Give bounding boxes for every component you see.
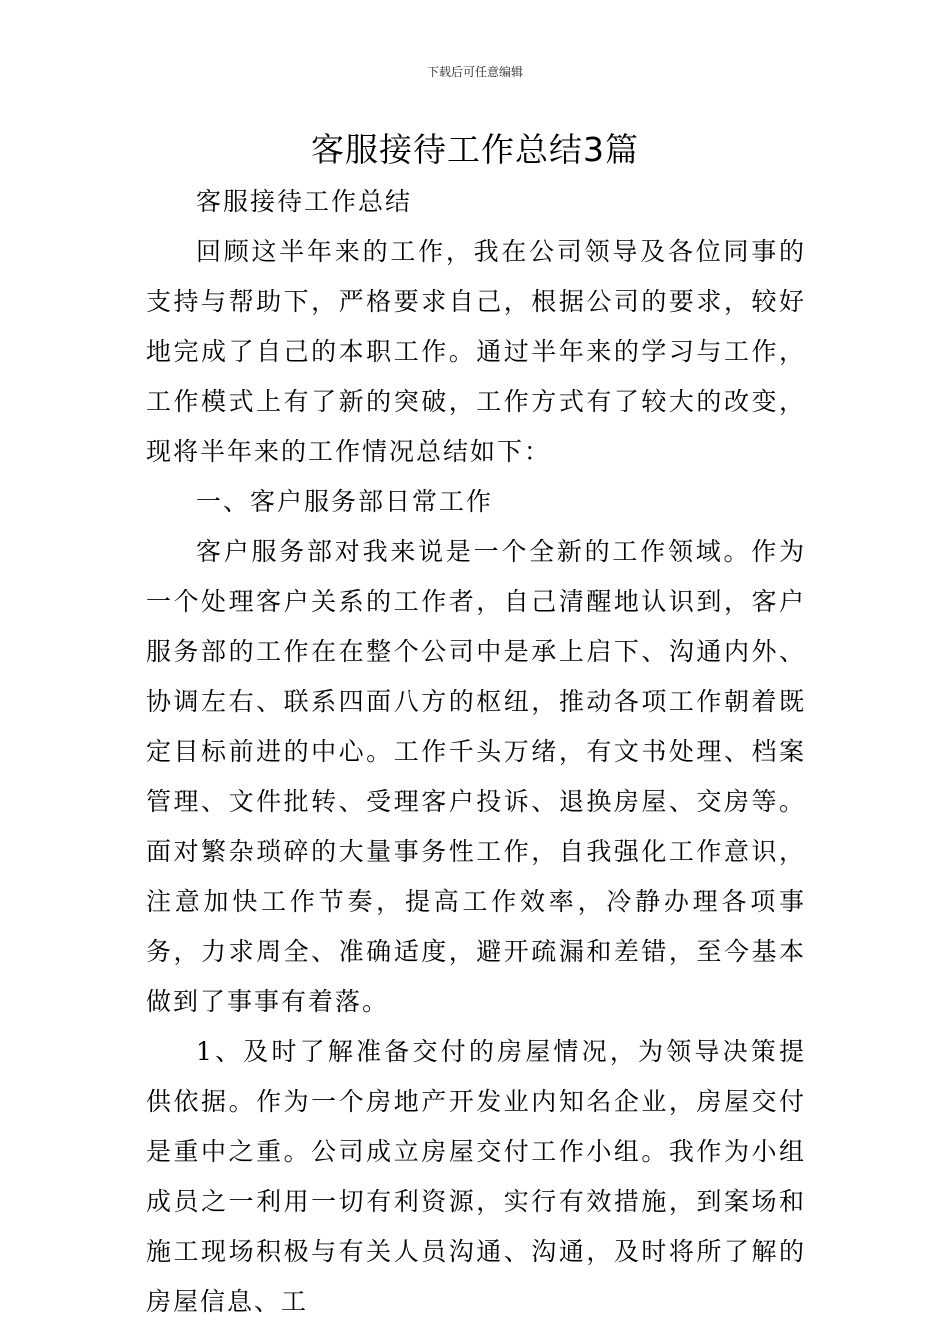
paragraph-intro: 回顾这半年来的工作，我在公司领导及各位同事的支持与帮助下，严格要求自己，根据公司的要求，较好地完成了自己的本职工作。通过半年来的学习与工作，工作模式上有了新的突破，工作方式有了较大的改变，现将半年来的工作情况总结如下： [146,237,806,466]
section-subtitle: 客服接待工作总结 [196,187,413,216]
document-body [146,177,806,1327]
page-title: 客服接待工作总结3篇 [311,130,639,169]
paragraph-house-delivery: 1、及时了解准备交付的房屋情况，为领导决策提供依据。作为一个房地产开发业内知名企业，房屋交付是重中之重。公司成立房屋交付工作小组。我作为小组成员之一利用一切有利资源，实行有效措施，到案场和施工现场积极与有关人员沟通、沟通，及时将所了解的房屋信息、工 [146,1037,806,1316]
section-heading-daily-work: 一、客户服务部日常工作 [196,487,494,516]
header-note: 下载后可任意编辑 [426,65,523,79]
paragraph-daily-work: 客户服务部对我来说是一个全新的工作领域。作为一个处理客户关系的工作者，自己清醒地认识到，客户服务部的工作在在整个公司中是承上启下、沟通内外、协调左右、联系四面八方的枢纽，推动各项工作朝着既定目标前进的中心。工作千头万绪，有文书处理、档案管理、文件批转、受理客户投诉、退换房屋、交房等。面对繁杂琐碎的大量事务性工作，自我强化工作意识，注意加快工作节奏，提高工作效率，冷静办理各项事务，力求周全、准确适度，避开疏漏和差错，至今基本做到了事事有着落。 [146,537,806,1016]
